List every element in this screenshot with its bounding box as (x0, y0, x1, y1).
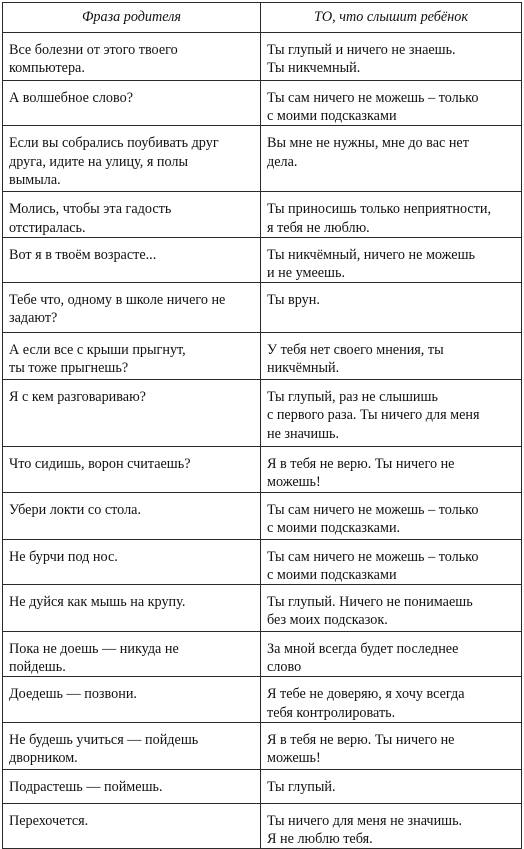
parent-phrase-text: Не бурчи под нос. (9, 548, 118, 565)
table-row (3, 722, 522, 769)
table-row (3, 492, 522, 539)
child-hears-cell (261, 585, 522, 632)
table-row (3, 585, 522, 632)
parent-phrase-cell (3, 333, 261, 380)
child-hears-cell (261, 283, 522, 333)
child-hears-cell (261, 81, 522, 126)
table-row (3, 632, 522, 677)
parent-phrase-text: Вот я в твоём возрасте... (9, 246, 157, 263)
table-row (3, 126, 522, 192)
child-hears-text: Ты сам ничего не можешь – только с моими подсказками (267, 548, 479, 583)
child-hears-text: Ты ничего для меня не значишь. Я не люблю тебя. (267, 812, 463, 848)
child-hears-cell (261, 447, 522, 492)
table-row (3, 283, 522, 333)
table-body (3, 33, 522, 849)
parent-phrase-cell (3, 283, 261, 333)
phrases-table (2, 2, 522, 849)
parent-phrase-cell (3, 585, 261, 632)
table-row (3, 447, 522, 492)
child-hears-cell (261, 33, 522, 81)
parent-phrase-text: Пока не доешь — никуда не пойдешь. (9, 641, 179, 676)
child-hears-cell (261, 677, 522, 722)
child-hears-text: Я в тебя не верю. Ты ничего не можешь! (267, 731, 455, 767)
child-hears-text: Ты сам ничего не можешь – только с моими подсказками (267, 90, 479, 125)
parent-phrase-cell (3, 192, 261, 237)
parent-phrase-text: Молись, чтобы эта гадость отстиралась. (9, 201, 172, 236)
parent-phrase-text: А если все с крыши прыгнут, ты тоже прыгнешь? (9, 342, 186, 377)
parent-phrase-text: Я с кем разговариваю? (9, 389, 146, 406)
table-row (3, 81, 522, 126)
parent-phrase-cell (3, 237, 261, 282)
child-hears-cell (261, 722, 522, 769)
parent-phrase-cell (3, 492, 261, 539)
parent-phrase-cell (3, 126, 261, 192)
parent-phrase-cell (3, 803, 261, 848)
header-child-hears: ТО, что слышит ребёнок (261, 3, 522, 33)
parent-phrase-text: Тебе что, одному в школе ничего не задают? (9, 292, 226, 327)
parent-phrase-cell (3, 539, 261, 584)
child-hears-cell (261, 492, 522, 539)
table-row (3, 769, 522, 803)
parent-phrase-text: Подрастешь — поймешь. (9, 778, 163, 795)
child-hears-text: Ты глупый. Ничего не понимаешь без моих подсказок. (267, 594, 473, 629)
child-hears-text: Ты приносишь только неприятности, я тебя не люблю. (267, 201, 492, 236)
child-hears-text: Я в тебя не верю. Ты ничего не можешь! (267, 456, 455, 491)
child-hears-cell (261, 237, 522, 282)
parent-phrase-cell (3, 380, 261, 447)
table-row (3, 237, 522, 282)
child-hears-text: Ты глупый, раз не слышишь с первого раза. Ты ничего для меня не значишь. (267, 389, 480, 442)
child-hears-cell (261, 192, 522, 237)
child-hears-text: У тебя нет своего мнения, ты никчёмный. (267, 342, 444, 377)
parent-phrase-cell (3, 632, 261, 677)
child-hears-text: Ты никчёмный, ничего не можешь и не умеешь. (267, 246, 475, 282)
child-hears-cell (261, 126, 522, 192)
child-hears-text: Ты сам ничего не можешь – только с моими подсказками. (267, 501, 479, 536)
table-row (3, 33, 522, 81)
child-hears-text: Ты врун. (267, 292, 320, 309)
parent-phrase-cell (3, 33, 261, 81)
child-hears-text: За мной всегда будет последнее слово (267, 641, 459, 676)
parent-phrase-text: Не дуйся как мышь на крупу. (9, 594, 186, 611)
table-row (3, 539, 522, 584)
parent-phrase-text: Если вы собрались поубивать друг друга, идите на улицу, я полы вымыла. (9, 135, 219, 188)
child-hears-text: Вы мне не нужны, мне до вас нет дела. (267, 135, 469, 170)
table-row (3, 803, 522, 848)
table-row (3, 192, 522, 237)
parent-phrase-cell (3, 769, 261, 803)
child-hears-text: Я тебе не доверяю, я хочу всегда тебя контролировать. (267, 686, 465, 721)
parent-phrase-cell (3, 447, 261, 492)
table-row (3, 380, 522, 447)
child-hears-cell (261, 803, 522, 848)
parent-phrase-cell (3, 81, 261, 126)
child-hears-text: Ты глупый. (267, 778, 336, 795)
parent-phrase-text: Что сидишь, ворон считаешь? (9, 456, 191, 473)
child-hears-cell (261, 333, 522, 380)
parent-phrase-text: А волшебное слово? (9, 90, 133, 106)
parent-phrase-text: Не будешь учиться — пойдешь дворником. (9, 731, 199, 767)
child-hears-text: Ты глупый и ничего не знаешь. Ты никчемный. (267, 42, 456, 77)
child-hears-cell (261, 380, 522, 447)
header-parent-phrase: Фраза родителя (3, 3, 261, 33)
table-row (3, 333, 522, 380)
table-row (3, 677, 522, 722)
child-hears-cell (261, 539, 522, 584)
parent-phrase-text: Убери локти со стола. (9, 501, 142, 518)
parent-phrase-text: Все болезни от этого твоего компьютера. (9, 42, 178, 77)
parent-phrase-text: Доедешь — позвони. (9, 686, 137, 703)
child-hears-cell (261, 769, 522, 803)
parent-phrase-cell (3, 722, 261, 769)
table-header-row (3, 3, 522, 33)
parent-phrase-text: Перехочется. (9, 812, 89, 829)
child-hears-cell (261, 632, 522, 677)
parent-phrase-cell (3, 677, 261, 722)
